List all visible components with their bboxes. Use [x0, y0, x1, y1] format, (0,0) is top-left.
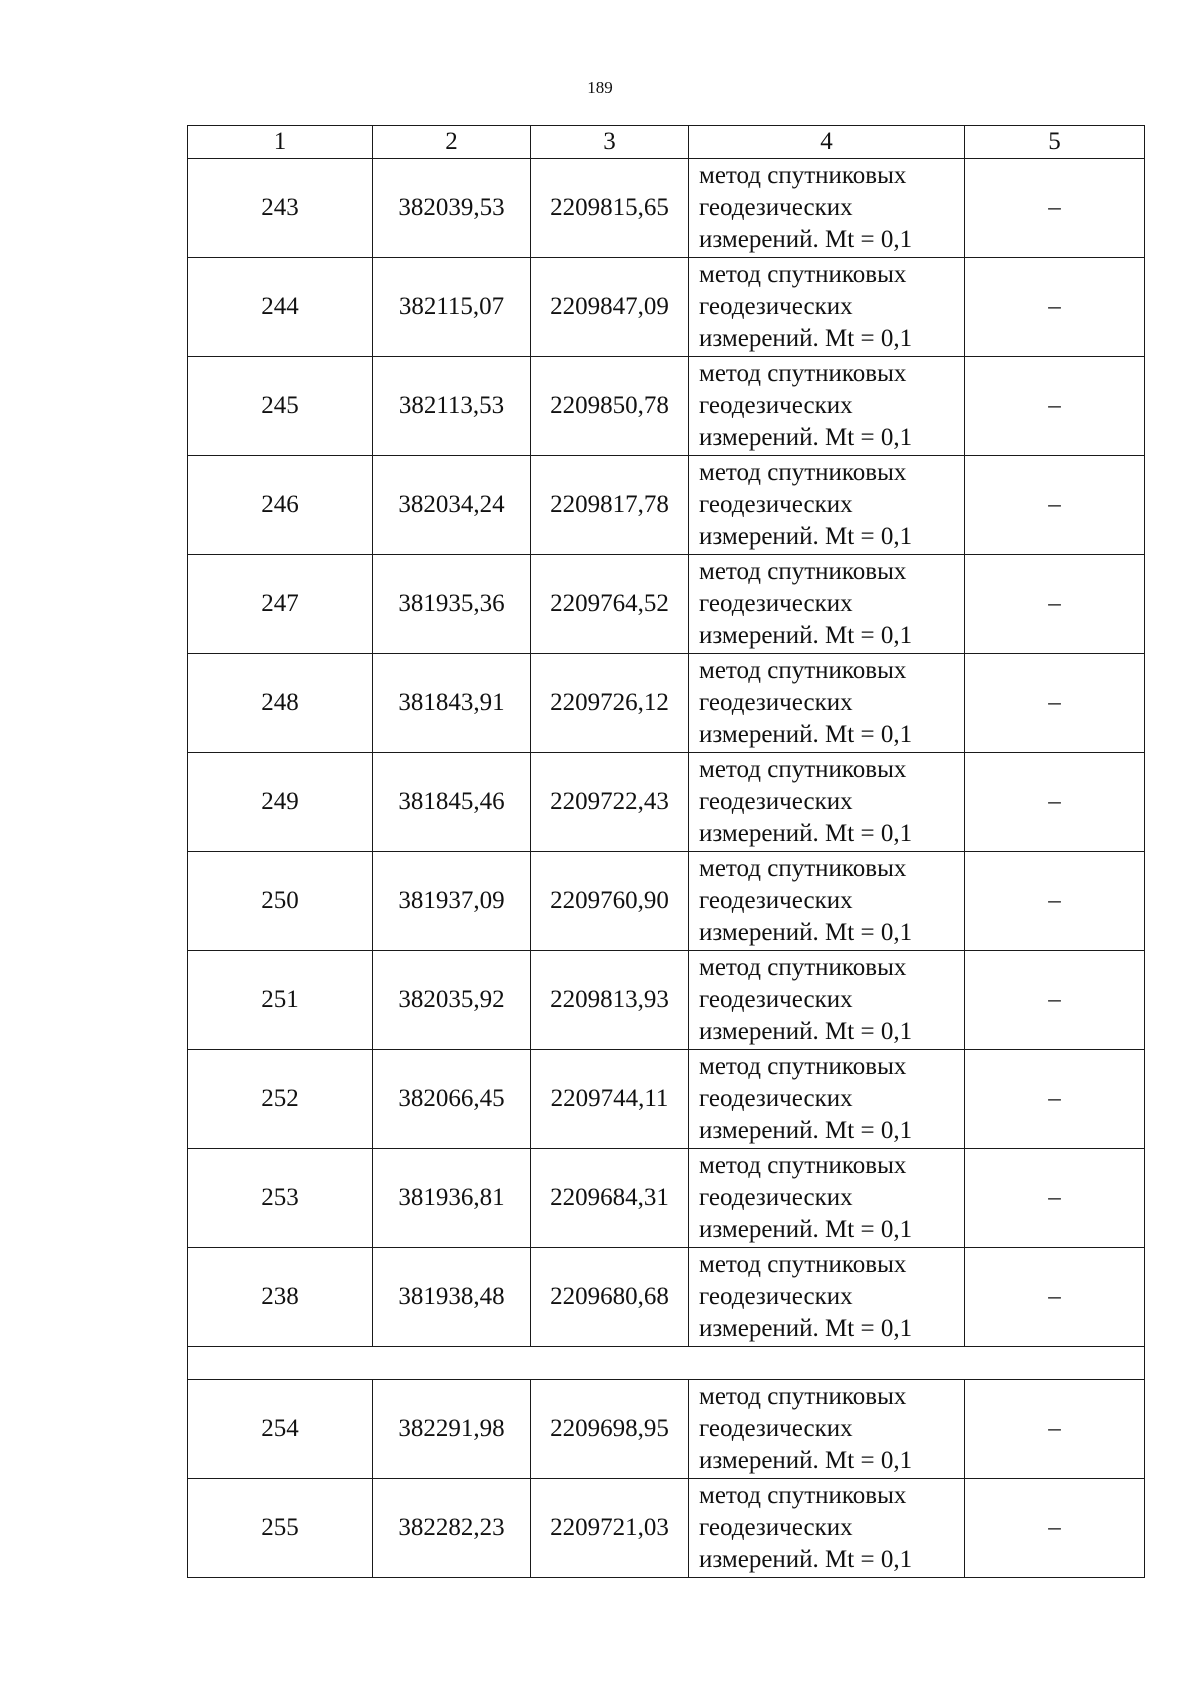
- method-line: геодезических: [699, 1415, 853, 1442]
- coord-y: 2209698,95: [531, 1380, 689, 1479]
- method-line: геодезических: [699, 887, 853, 914]
- coord-x: 381938,48: [373, 1248, 531, 1347]
- method-line: метод спутниковых: [699, 1152, 907, 1179]
- method-line: измерений. Mt = 0,1: [699, 1216, 913, 1243]
- note-cell: –: [965, 357, 1145, 456]
- header-col-1: 1: [188, 126, 373, 159]
- note-cell: –: [965, 1149, 1145, 1248]
- point-number: 248: [188, 654, 373, 753]
- method-line: метод спутниковых: [699, 360, 907, 387]
- method-cell: [689, 753, 965, 852]
- method-line: геодезических: [699, 1514, 853, 1541]
- note-cell: –: [965, 852, 1145, 951]
- table-row: [188, 852, 1145, 951]
- header-row: [188, 126, 1145, 159]
- point-number: 253: [188, 1149, 373, 1248]
- coord-x: 382113,53: [373, 357, 531, 456]
- table-row: [188, 1149, 1145, 1248]
- method-line: измерений. Mt = 0,1: [699, 820, 913, 847]
- method-cell: [689, 357, 965, 456]
- table-row: [188, 1380, 1145, 1479]
- coord-y: 2209726,12: [531, 654, 689, 753]
- table-body: [188, 159, 1145, 1578]
- point-number: 247: [188, 555, 373, 654]
- coord-x: 381936,81: [373, 1149, 531, 1248]
- method-line: геодезических: [699, 1085, 853, 1112]
- method-cell: [689, 1149, 965, 1248]
- note-cell: –: [965, 159, 1145, 258]
- table-row: [188, 1050, 1145, 1149]
- table-row: [188, 555, 1145, 654]
- header-col-2: 2: [373, 126, 531, 159]
- page-number: 189: [587, 78, 613, 97]
- coord-y: 2209847,09: [531, 258, 689, 357]
- table-row: [188, 654, 1145, 753]
- method-line: метод спутниковых: [699, 1383, 907, 1410]
- method-line: метод спутниковых: [699, 1482, 907, 1509]
- method-line: измерений. Mt = 0,1: [699, 919, 913, 946]
- note-cell: –: [965, 258, 1145, 357]
- method-line: измерений. Mt = 0,1: [699, 1117, 913, 1144]
- coord-y: 2209764,52: [531, 555, 689, 654]
- method-line: геодезических: [699, 491, 853, 518]
- method-line: измерений. Mt = 0,1: [699, 424, 913, 451]
- table-row: [188, 357, 1145, 456]
- point-number: 249: [188, 753, 373, 852]
- header-col-3: 3: [531, 126, 689, 159]
- method-line: измерений. Mt = 0,1: [699, 1546, 913, 1573]
- point-number: 246: [188, 456, 373, 555]
- point-number: 251: [188, 951, 373, 1050]
- method-cell: [689, 258, 965, 357]
- table-row: [188, 456, 1145, 555]
- coord-y: 2209815,65: [531, 159, 689, 258]
- method-line: измерений. Mt = 0,1: [699, 622, 913, 649]
- coordinates-table: [187, 125, 1145, 1578]
- header-col-4: 4: [689, 126, 965, 159]
- coord-y: 2209817,78: [531, 456, 689, 555]
- method-line: измерений. Mt = 0,1: [699, 226, 913, 253]
- coord-x: 382115,07: [373, 258, 531, 357]
- method-cell: [689, 1479, 965, 1578]
- method-line: измерений. Mt = 0,1: [699, 1315, 913, 1342]
- note-cell: –: [965, 753, 1145, 852]
- table-row: [188, 753, 1145, 852]
- point-number: 254: [188, 1380, 373, 1479]
- table-row: [188, 1479, 1145, 1578]
- method-line: измерений. Mt = 0,1: [699, 1018, 913, 1045]
- point-number: 238: [188, 1248, 373, 1347]
- point-number: 243: [188, 159, 373, 258]
- point-number: 252: [188, 1050, 373, 1149]
- method-line: геодезических: [699, 689, 853, 716]
- point-number: 255: [188, 1479, 373, 1578]
- method-cell: [689, 159, 965, 258]
- coord-x: 382039,53: [373, 159, 531, 258]
- coord-y: 2209850,78: [531, 357, 689, 456]
- coord-x: 382066,45: [373, 1050, 531, 1149]
- method-cell: [689, 555, 965, 654]
- method-cell: [689, 1380, 965, 1479]
- method-line: геодезических: [699, 194, 853, 221]
- note-cell: –: [965, 1248, 1145, 1347]
- coord-x: 381843,91: [373, 654, 531, 753]
- coord-y: 2209684,31: [531, 1149, 689, 1248]
- point-number: 250: [188, 852, 373, 951]
- coord-x: 381937,09: [373, 852, 531, 951]
- coord-x: 381845,46: [373, 753, 531, 852]
- coord-y: 2209744,11: [531, 1050, 689, 1149]
- coord-x: 382034,24: [373, 456, 531, 555]
- method-line: измерений. Mt = 0,1: [699, 1447, 913, 1474]
- spacer-row: [188, 1347, 1145, 1380]
- table-row: [188, 159, 1145, 258]
- method-line: метод спутниковых: [699, 954, 907, 981]
- coord-y: 2209813,93: [531, 951, 689, 1050]
- method-line: метод спутниковых: [699, 261, 907, 288]
- method-cell: [689, 1248, 965, 1347]
- method-line: метод спутниковых: [699, 855, 907, 882]
- method-line: метод спутниковых: [699, 162, 907, 189]
- method-line: геодезических: [699, 788, 853, 815]
- method-line: метод спутниковых: [699, 1251, 907, 1278]
- table-row: [188, 951, 1145, 1050]
- note-cell: –: [965, 1380, 1145, 1479]
- coord-y: 2209722,43: [531, 753, 689, 852]
- method-line: геодезических: [699, 986, 853, 1013]
- coord-x: 382282,23: [373, 1479, 531, 1578]
- method-cell: [689, 1050, 965, 1149]
- method-line: измерений. Mt = 0,1: [699, 325, 913, 352]
- method-line: метод спутниковых: [699, 459, 907, 486]
- method-line: геодезических: [699, 590, 853, 617]
- method-line: геодезических: [699, 1184, 853, 1211]
- note-cell: –: [965, 456, 1145, 555]
- note-cell: –: [965, 951, 1145, 1050]
- note-cell: –: [965, 654, 1145, 753]
- point-number: 244: [188, 258, 373, 357]
- method-cell: [689, 852, 965, 951]
- note-cell: –: [965, 1050, 1145, 1149]
- coord-y: 2209721,03: [531, 1479, 689, 1578]
- method-line: метод спутниковых: [699, 657, 907, 684]
- method-line: метод спутниковых: [699, 1053, 907, 1080]
- coord-x: 381935,36: [373, 555, 531, 654]
- note-cell: –: [965, 555, 1145, 654]
- coord-y: 2209760,90: [531, 852, 689, 951]
- method-line: измерений. Mt = 0,1: [699, 721, 913, 748]
- method-line: геодезических: [699, 1283, 853, 1310]
- method-line: метод спутниковых: [699, 558, 907, 585]
- coord-y: 2209680,68: [531, 1248, 689, 1347]
- header-col-5: 5: [965, 126, 1145, 159]
- method-cell: [689, 654, 965, 753]
- method-line: геодезических: [699, 293, 853, 320]
- note-cell: –: [965, 1479, 1145, 1578]
- method-cell: [689, 456, 965, 555]
- coord-x: 382291,98: [373, 1380, 531, 1479]
- coord-x: 382035,92: [373, 951, 531, 1050]
- method-line: геодезических: [699, 392, 853, 419]
- spacer-cell: [188, 1347, 1145, 1380]
- method-line: метод спутниковых: [699, 756, 907, 783]
- table-row: [188, 258, 1145, 357]
- method-cell: [689, 951, 965, 1050]
- method-line: измерений. Mt = 0,1: [699, 523, 913, 550]
- table-row: [188, 1248, 1145, 1347]
- point-number: 245: [188, 357, 373, 456]
